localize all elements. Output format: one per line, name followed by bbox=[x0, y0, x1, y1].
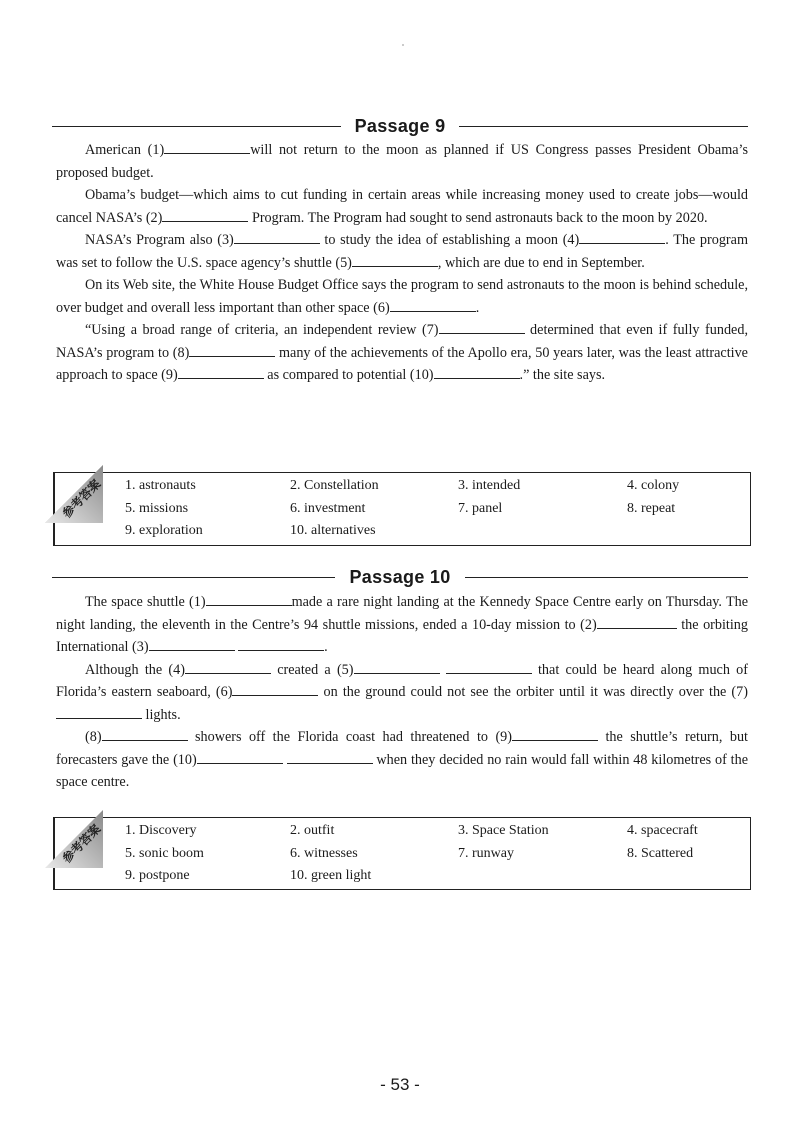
answer-blank bbox=[390, 297, 476, 312]
paragraph-text: made a rare night landing at the Kennedy Space Centre early on Thursday. The night landing, the eleventh in the Centre’s 94 shuttle missions, ended a 10-day mission to (2) bbox=[56, 594, 748, 633]
passage-9-answer-box bbox=[53, 472, 751, 546]
answer-row bbox=[125, 846, 750, 869]
paragraph-text: “Using a broad range of criteria, an independent review (7) bbox=[85, 322, 439, 338]
answer-row bbox=[125, 501, 750, 524]
answer-item: 1. Discovery bbox=[125, 823, 197, 838]
answer-item: 3. intended bbox=[458, 478, 521, 493]
answer-item: 7. panel bbox=[458, 500, 503, 516]
answer-blank bbox=[446, 659, 532, 674]
answer-blank bbox=[206, 591, 292, 606]
heading-rule-right bbox=[459, 126, 748, 127]
answer-blank bbox=[597, 614, 677, 629]
answer-item: 5. missions bbox=[125, 500, 189, 516]
paragraph-text: , which are due to end in September. bbox=[437, 254, 645, 271]
heading-rule-right bbox=[465, 577, 748, 578]
paragraph-text: (8) bbox=[85, 729, 102, 745]
scan-speck bbox=[402, 44, 404, 46]
paragraph-text: the orbiting International (3) bbox=[56, 616, 748, 655]
answer-key-badge-icon bbox=[43, 808, 105, 870]
answer-item: 2. Constellation bbox=[290, 478, 379, 493]
answer-item: 5. sonic boom bbox=[125, 845, 204, 861]
answer-blank bbox=[162, 207, 248, 222]
answer-item: 4. colony bbox=[627, 478, 680, 493]
paragraph-text: The space shuttle (1) bbox=[85, 594, 206, 610]
passage-9-text bbox=[56, 139, 748, 387]
paragraph bbox=[56, 659, 748, 727]
answer-item: 10. green light bbox=[290, 868, 372, 883]
paragraph-text: . bbox=[324, 639, 328, 655]
paragraph bbox=[56, 274, 748, 319]
answer-item: 3. Space Station bbox=[458, 823, 549, 838]
answer-item: 2. outfit bbox=[290, 823, 335, 838]
paragraph-text: determined that even if fully funded, NASA’s program to (8) bbox=[56, 322, 748, 361]
answer-item: 8. Scattered bbox=[627, 845, 694, 861]
paragraph-text: On its Web site, the White House Budget Office says the program to send astronauts to the moon is behind schedule, over budget and overall less important than other space (6) bbox=[56, 277, 748, 316]
passage-9-answers bbox=[125, 478, 750, 546]
paragraph-text: Obama’s budget—which aims to cut funding in certain areas while increasing money used to create jobs—would cancel NASA’s (2) bbox=[56, 187, 748, 226]
passage-10-heading bbox=[52, 564, 748, 590]
answer-blank bbox=[56, 704, 142, 719]
paragraph-text: that could be heard along much of Florida’s eastern seaboard, (6) bbox=[56, 661, 748, 700]
answer-blank bbox=[178, 364, 264, 379]
paragraph-text: many of the achievements of the Apollo era, 50 years later, was the least attractive approach to space (9) bbox=[56, 344, 748, 383]
paragraph-text: on the ground could not see the orbiter until it was directly over the (7) bbox=[318, 684, 748, 700]
paragraph-text: . bbox=[475, 299, 480, 316]
answer-item: 7. runway bbox=[458, 845, 514, 861]
answer-badge-label: 参考答案 bbox=[59, 821, 104, 866]
answer-item: 4. spacecraft bbox=[627, 823, 698, 838]
paragraph-text: will not return to the moon as planned if US Congress passes President Obama’s proposed budget. bbox=[56, 142, 748, 181]
paragraph-text: to study the idea of establishing a moon (4) bbox=[319, 232, 580, 248]
answer-row bbox=[125, 868, 750, 891]
paragraph-text: . The program was set to follow the U.S. space agency’s shuttle (5) bbox=[56, 232, 748, 271]
answer-key-badge-icon bbox=[43, 463, 105, 525]
answer-blank bbox=[102, 726, 188, 741]
paragraph-text: American (1) bbox=[85, 142, 165, 158]
paragraph bbox=[56, 139, 748, 184]
heading-rule-left bbox=[52, 126, 341, 127]
paragraph bbox=[56, 319, 748, 387]
passage-10-text bbox=[56, 591, 748, 794]
answer-blank bbox=[185, 659, 271, 674]
answer-item: 9. exploration bbox=[125, 523, 203, 538]
answer-blank bbox=[234, 229, 320, 244]
answer-blank bbox=[352, 252, 438, 267]
paragraph-text: lights. bbox=[142, 706, 181, 723]
answer-item: 6. investment bbox=[290, 500, 366, 516]
answer-row bbox=[125, 523, 750, 546]
paragraph-text: Program. The Program had sought to send astronauts back to the moon by 2020. bbox=[248, 209, 708, 226]
answer-blank bbox=[189, 342, 275, 357]
answer-row bbox=[125, 478, 750, 501]
answer-item: 8. repeat bbox=[627, 500, 676, 516]
heading-rule-left bbox=[52, 577, 335, 578]
answer-blank bbox=[232, 681, 318, 696]
answer-blank bbox=[512, 726, 598, 741]
paragraph-text: .” the site says. bbox=[519, 367, 606, 383]
answer-item: 1. astronauts bbox=[125, 478, 196, 493]
passage-9-heading bbox=[52, 113, 748, 139]
paragraph-text: as compared to potential (10) bbox=[263, 367, 434, 383]
answer-blank bbox=[164, 139, 250, 154]
answer-blank bbox=[197, 749, 283, 764]
passage-9-title: Passage 9 bbox=[354, 115, 446, 136]
answer-blank bbox=[287, 749, 373, 764]
answer-badge-label: 参考答案 bbox=[59, 476, 104, 521]
answer-blank bbox=[149, 636, 235, 651]
answer-blank bbox=[439, 319, 525, 334]
paragraph-text: when they decided no rain would fall within 48 kilometres of the space centre. bbox=[56, 751, 749, 790]
paragraph-text: Although the (4) bbox=[85, 661, 185, 678]
paragraph-text: created a (5) bbox=[270, 661, 354, 678]
paragraph bbox=[56, 184, 748, 229]
answer-item: 10. alternatives bbox=[290, 523, 376, 538]
paragraph-text: NASA’s Program also (3) bbox=[85, 232, 234, 248]
passage-10-answers bbox=[125, 823, 750, 891]
answer-blank bbox=[579, 229, 665, 244]
answer-blank bbox=[238, 636, 324, 651]
answer-item: 9. postpone bbox=[125, 868, 190, 883]
passage-10-answer-box bbox=[53, 817, 751, 890]
paragraph bbox=[56, 229, 748, 274]
passage-10-title: Passage 10 bbox=[349, 566, 451, 587]
answer-blank bbox=[434, 364, 520, 379]
paragraph-text: the shuttle’s return, but forecasters gave the (10) bbox=[56, 729, 748, 768]
page-number: - 53 - bbox=[380, 1075, 420, 1094]
paragraph bbox=[56, 591, 748, 659]
answer-blank bbox=[354, 659, 440, 674]
answer-item: 6. witnesses bbox=[290, 845, 358, 861]
paragraph bbox=[56, 726, 748, 794]
answer-row bbox=[125, 823, 750, 846]
paragraph-text: showers off the Florida coast had threatened to (9) bbox=[187, 729, 512, 745]
